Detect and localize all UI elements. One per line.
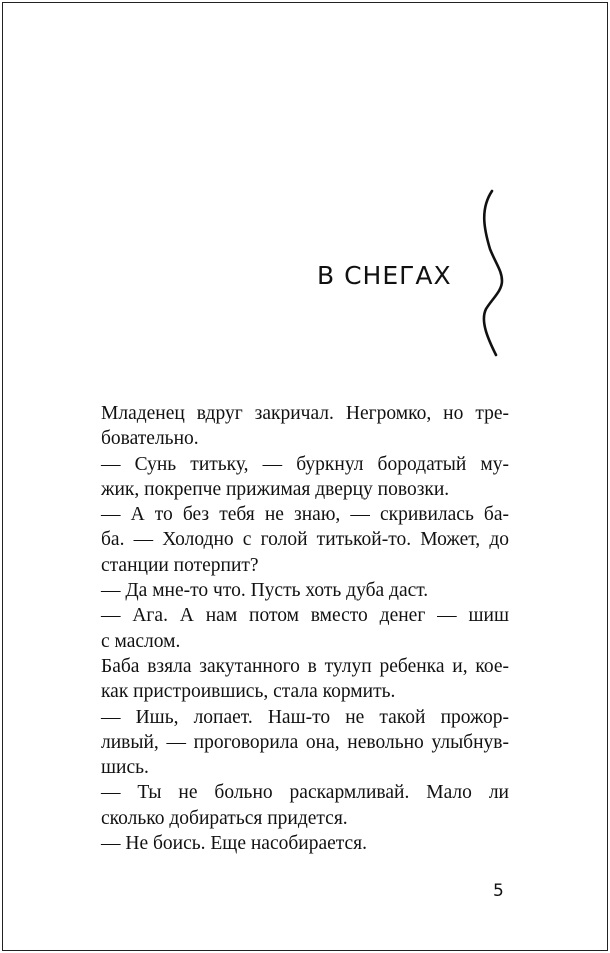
text-line: — Сунь титьку, — буркнул бородатый му- [101,453,509,475]
text-line: сколько добираться придется. [101,807,348,829]
book-page [2,2,608,951]
text-line: станции потерпит? [101,554,259,576]
text-line: ба. — Холодно с голой титькой-то. Может, до [101,529,509,551]
body-text [101,401,509,856]
paragraph [101,452,509,503]
paragraph [101,502,509,578]
text-line: Баба взяла закутанного в тулуп ребенка и, кое- [101,655,509,677]
text-line: жик, покрепче прижимая дверцу повозки. [101,478,450,500]
paragraph [101,705,509,781]
text-line: шись. [101,757,149,779]
text-line: бовательно. [101,428,199,450]
text-line: — Да мне-то что. Пусть хоть дуба даст. [101,580,429,602]
text-line: как пристроившись, стала кормить. [101,681,396,703]
paragraph [101,831,509,856]
text-line: — Ишь, лопает. Наш-то не такой прожор- [101,706,509,728]
text-line: ливый, — проговорила она, невольно улыбнув- [101,731,509,753]
text-line: — Ты не больно раскармливай. Мало ли [101,782,509,804]
page-number: 5 [493,881,504,901]
chapter-title: В СНЕГАХ [317,261,452,290]
wavy-line-icon [474,189,514,357]
text-line: — Не боись. Еще насобирается. [101,833,368,855]
text-line: — А то без тебя не знаю, — скривилась ба- [101,504,509,526]
text-line: — Ага. А нам потом вместо денег — шиш [101,605,509,627]
text-line: Младенец вдруг закричал. Негромко, но тре- [101,403,509,424]
paragraph [101,578,509,603]
paragraph [101,401,509,452]
paragraph [101,603,509,654]
paragraph [101,654,509,705]
paragraph [101,780,509,831]
text-line: с маслом. [101,630,181,652]
